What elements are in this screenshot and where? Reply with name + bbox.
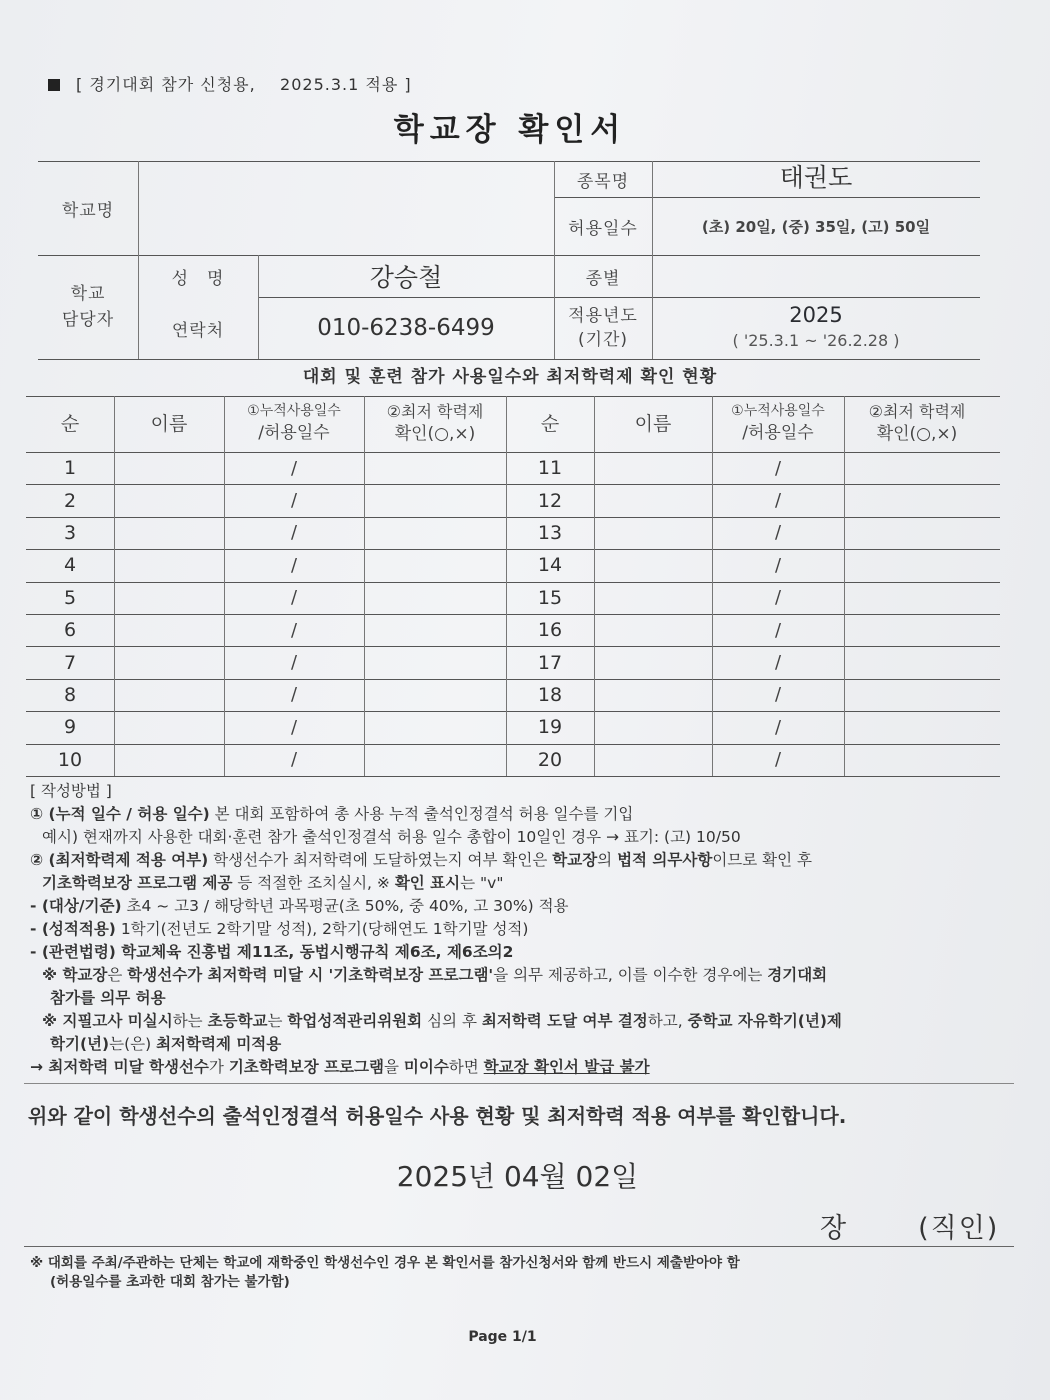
- days-header-line2: /허용일수: [742, 422, 814, 443]
- event-label: 종목명: [576, 171, 630, 192]
- name-cell-left[interactable]: [114, 744, 224, 776]
- days-cell-right[interactable]: /: [774, 749, 782, 771]
- check-cell-left[interactable]: [364, 711, 506, 743]
- name-cell-left[interactable]: [114, 517, 224, 549]
- footnote-line2: (허용일수를 초과한 대회 참가는 불가함): [50, 1274, 290, 1290]
- days-cell-left[interactable]: /: [290, 587, 298, 609]
- seal-line: [820, 1206, 999, 1245]
- name-cell-right[interactable]: [594, 711, 712, 743]
- check-cell-left[interactable]: [364, 646, 506, 678]
- row-number-right: 12: [537, 489, 563, 512]
- col-header-no-left: 순: [60, 412, 80, 435]
- school-name-label: 학교명: [61, 200, 115, 221]
- name-cell-left[interactable]: [114, 679, 224, 711]
- participation-table: [26, 392, 1000, 776]
- year-label-line1: 적용년도: [568, 306, 638, 326]
- name-cell-left[interactable]: [114, 646, 224, 678]
- category-field[interactable]: [652, 255, 980, 297]
- check-cell-right[interactable]: [844, 452, 990, 484]
- form-header: [48, 72, 412, 95]
- row-number-left: 7: [63, 651, 77, 674]
- check-header-line2: 확인(○,×): [394, 424, 476, 445]
- square-bullet-icon: [48, 79, 60, 91]
- page-title: 학교장 확인서: [393, 112, 627, 148]
- check-header-line1: ②최저 학력제: [386, 401, 484, 421]
- check-cell-left[interactable]: [364, 614, 506, 646]
- row-number-left: 6: [63, 619, 77, 642]
- name-cell-right[interactable]: [594, 744, 712, 776]
- period-value: ( '25.3.1 ~ '26.2.28 ): [732, 331, 900, 350]
- days-header-line1: ①누적사용일수: [247, 403, 341, 420]
- check-cell-left[interactable]: [364, 484, 506, 516]
- note-2: ② (최저학력제 적용 여부) 학생선수가 최저학력에 도달하였는지 여부 확인은 학교장의 법적 의무사항이므로 확인 후: [30, 851, 813, 869]
- days-cell-left[interactable]: /: [290, 457, 298, 479]
- table-top-border: [26, 396, 1000, 397]
- row-number-left: 2: [63, 489, 77, 512]
- check-cell-right[interactable]: [844, 614, 990, 646]
- name-cell-right[interactable]: [594, 484, 712, 516]
- name-label: 성 명: [171, 268, 225, 289]
- name-cell-right[interactable]: [594, 549, 712, 581]
- row-number-left: 10: [57, 748, 83, 771]
- manager-label: [38, 255, 138, 359]
- instructions: [30, 780, 1020, 1079]
- days-cell-right[interactable]: /: [774, 522, 782, 544]
- days-cell-right[interactable]: /: [774, 490, 782, 512]
- note-2-line2: 기초학력보장 프로그램 제공 등 적절한 조치실시, ※ 확인 표시는 "v": [42, 874, 504, 892]
- confirmation-statement: 위와 같이 학생선수의 출석인정결석 허용일수 사용 현황 및 최저학력 적용 여부를 확인합니다.: [28, 1104, 847, 1128]
- days-cell-left[interactable]: /: [290, 684, 298, 706]
- days-cell-right[interactable]: /: [774, 716, 782, 738]
- bullet-grades: - (성적적용) 1학기(전년도 2학기말 성적), 2학기(당해연도 1학기말 성적): [30, 920, 529, 938]
- days-cell-right[interactable]: /: [774, 587, 782, 609]
- allowed-days-label: 허용일수: [568, 218, 638, 239]
- row-number-right: 18: [537, 683, 563, 706]
- col-header-name-left: 이름: [150, 412, 188, 435]
- check-cell-right[interactable]: [844, 517, 990, 549]
- days-cell-right[interactable]: /: [774, 554, 782, 576]
- manager-label-line1: 학교: [70, 284, 106, 304]
- category-label: 종별: [585, 268, 621, 289]
- check-cell-left[interactable]: [364, 452, 506, 484]
- col-header-no-right: 순: [540, 412, 560, 435]
- check-cell-left[interactable]: [364, 549, 506, 581]
- note-1: ① (누적 일수 / 허용 일수) 본 대회 포함하여 총 사용 누적 출석인정결석 허용 일수를 기입: [30, 805, 634, 823]
- days-cell-left[interactable]: /: [290, 749, 298, 771]
- row-divider: [26, 776, 1000, 777]
- check-cell-right[interactable]: [844, 711, 990, 743]
- row-number-right: 13: [537, 521, 563, 544]
- col-header-check-right: [844, 396, 990, 452]
- manager-label-line2: 담당자: [61, 310, 115, 330]
- divider: [24, 1083, 1014, 1084]
- col-header-check-left: [364, 396, 506, 452]
- footer-divider: [24, 1246, 1014, 1247]
- row-number-right: 19: [537, 716, 563, 739]
- name-cell-right[interactable]: [594, 614, 712, 646]
- issue-date: 2025년 04월 02일: [396, 1160, 639, 1193]
- days-header-line1: ①누적사용일수: [731, 403, 825, 420]
- name-cell-left[interactable]: [114, 452, 224, 484]
- form-type: [ 경기대회 참가 신청용,: [76, 75, 256, 94]
- row-number-left: 3: [63, 521, 77, 544]
- year-label: [554, 297, 652, 359]
- year-value-block: [652, 297, 980, 359]
- name-cell-right[interactable]: [594, 646, 712, 678]
- row-number-right: 17: [537, 651, 563, 674]
- remark-1-line2: 참가를 의무 허용: [50, 989, 166, 1007]
- notes-heading: [ 작성방법 ]: [30, 782, 112, 800]
- check-cell-right[interactable]: [844, 744, 990, 776]
- year-value: 2025: [789, 303, 843, 327]
- days-cell-left[interactable]: /: [290, 716, 298, 738]
- name-value: 강승철: [369, 263, 443, 292]
- name-cell-right[interactable]: [594, 517, 712, 549]
- row-number-left: 4: [63, 554, 77, 577]
- days-cell-left[interactable]: /: [290, 652, 298, 674]
- days-cell-right[interactable]: /: [774, 457, 782, 479]
- name-cell-right[interactable]: [594, 582, 712, 614]
- days-cell-right[interactable]: /: [774, 652, 782, 674]
- remark-1: ※ 학교장은 학생선수가 최저학력 미달 시 '기초학력보장 프로그램'을 의무 제공하고, 이를 이수한 경우에는 경기대회: [42, 966, 828, 984]
- check-cell-left[interactable]: [364, 744, 506, 776]
- check-cell-right[interactable]: [844, 646, 990, 678]
- bullet-target: - (대상/기준) 초4 ~ 고3 / 해당학년 과목평균(초 50%, 중 40%, 고 30%) 적용: [30, 897, 569, 915]
- name-cell-right[interactable]: [594, 679, 712, 711]
- check-cell-right[interactable]: [844, 549, 990, 581]
- footnote: [30, 1254, 1015, 1292]
- col-header-days-right: [712, 396, 844, 452]
- row-number-right: 14: [537, 554, 563, 577]
- year-label-line2: (기간): [577, 330, 629, 350]
- remark-3: → 최저학력 미달 학생선수가 기초학력보장 프로그램을 미이수하면 학교장 확인서 발급 불가: [30, 1058, 650, 1076]
- row-number-right: 16: [537, 619, 563, 642]
- check-cell-right[interactable]: [844, 484, 990, 516]
- check-cell-left[interactable]: [364, 582, 506, 614]
- effective-date: 2025.3.1 적용 ]: [280, 75, 412, 94]
- check-header-line1: ②최저 학력제: [868, 401, 966, 421]
- info-table: [38, 155, 980, 359]
- footnote-line1: ※ 대회를 주최/주관하는 단체는 학교에 재학중인 학생선수인 경우 본 확인서를 참가신청서와 함께 반드시 제출받아야 함: [30, 1255, 740, 1271]
- remark-2-line2: 학기(년)는(은) 최저학력제 미적용: [50, 1035, 282, 1053]
- name-cell-left[interactable]: [114, 614, 224, 646]
- days-cell-left[interactable]: /: [290, 619, 298, 641]
- check-header-line2: 확인(○,×): [876, 424, 958, 445]
- days-cell-right[interactable]: /: [774, 684, 782, 706]
- name-cell-left[interactable]: [114, 711, 224, 743]
- seal-stamp: (직인): [918, 1213, 1000, 1244]
- row-number-left: 8: [63, 683, 77, 706]
- section-subtitle: 대회 및 훈련 참가 사용일수와 최저학력제 확인 현황: [302, 367, 718, 387]
- name-cell-left[interactable]: [114, 484, 224, 516]
- days-cell-right[interactable]: /: [774, 619, 782, 641]
- check-cell-right[interactable]: [844, 679, 990, 711]
- days-cell-left[interactable]: /: [290, 554, 298, 576]
- school-name-field[interactable]: [138, 161, 554, 255]
- contact-label: 연락처: [171, 320, 225, 341]
- row-number-left: 9: [63, 716, 77, 739]
- col-header-name-right: 이름: [634, 412, 672, 435]
- contact-value: 010-6238-6499: [317, 315, 495, 341]
- seal-label: 장: [820, 1213, 849, 1244]
- row-number-right: 20: [537, 748, 563, 771]
- days-header-line2: /허용일수: [258, 422, 330, 443]
- days-cell-left[interactable]: /: [290, 490, 298, 512]
- page-number: Page 1/1: [468, 1329, 537, 1345]
- row-number-left: 5: [63, 586, 77, 609]
- remark-2: ※ 지필고사 미실시하는 초등학교는 학업성적관리위원회 심의 후 최저학력 도달 여부 결정하고, 중학교 자유학기(년)제: [42, 1012, 842, 1030]
- check-cell-left[interactable]: [364, 517, 506, 549]
- row-number-right: 11: [537, 457, 563, 480]
- name-cell-right[interactable]: [594, 452, 712, 484]
- row-number-left: 1: [63, 457, 77, 480]
- bullet-laws: - (관련법령) 학교체육 진흥법 제11조, 동법시행규칙 제6조, 제6조의2: [30, 943, 514, 961]
- row-number-right: 15: [537, 586, 563, 609]
- col-header-days-left: [224, 396, 364, 452]
- days-cell-left[interactable]: /: [290, 522, 298, 544]
- allowed-days-value: (초) 20일, (중) 35일, (고) 50일: [701, 217, 931, 236]
- note-1-example: 예시) 현재까지 사용한 대회·훈련 참가 출석인정결석 허용 일수 총합이 10일인 경우 → 표기: (고) 10/50: [42, 828, 741, 846]
- name-cell-left[interactable]: [114, 582, 224, 614]
- name-cell-left[interactable]: [114, 549, 224, 581]
- check-cell-left[interactable]: [364, 679, 506, 711]
- check-cell-right[interactable]: [844, 582, 990, 614]
- event-value: 태권도: [779, 163, 853, 192]
